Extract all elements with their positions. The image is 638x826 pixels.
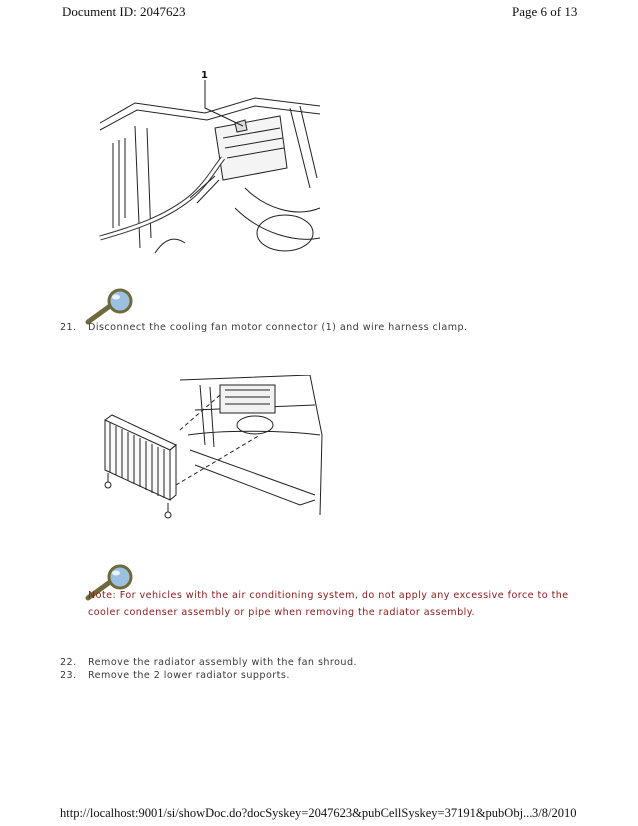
step-text: Remove the radiator assembly with the fan shroud.	[88, 657, 357, 668]
step-text: Remove the 2 lower radiator supports.	[88, 670, 290, 681]
step-number: 21.	[60, 322, 77, 333]
step-number: 22.	[60, 657, 77, 668]
footer-date: 3/8/2010	[532, 806, 577, 820]
note-line-1: Note: For vehicles with the air conditioning system, do not apply any excessive force to the	[88, 590, 569, 601]
note-line-2: cooler condenser assembly or pipe when removing the radiator assembly.	[88, 607, 476, 618]
step-text: Disconnect the cooling fan motor connector (1) and wire harness clamp.	[88, 322, 468, 333]
radiator-removal-figure	[100, 375, 325, 530]
page-number: Page 6 of 13	[512, 4, 578, 19]
document-id: Document ID: 2047623	[62, 4, 186, 19]
note-block	[88, 587, 588, 621]
footer-url[interactable]: http://localhost:9001/si/showDoc.do?docSyskey=2047623&pubCellSyskey=37191&pubObj...	[60, 806, 533, 820]
callout-1-label: 1	[201, 70, 208, 81]
step-number: 23.	[60, 670, 77, 681]
magnifier-icon[interactable]	[82, 288, 138, 326]
fan-connector-figure	[95, 68, 325, 268]
